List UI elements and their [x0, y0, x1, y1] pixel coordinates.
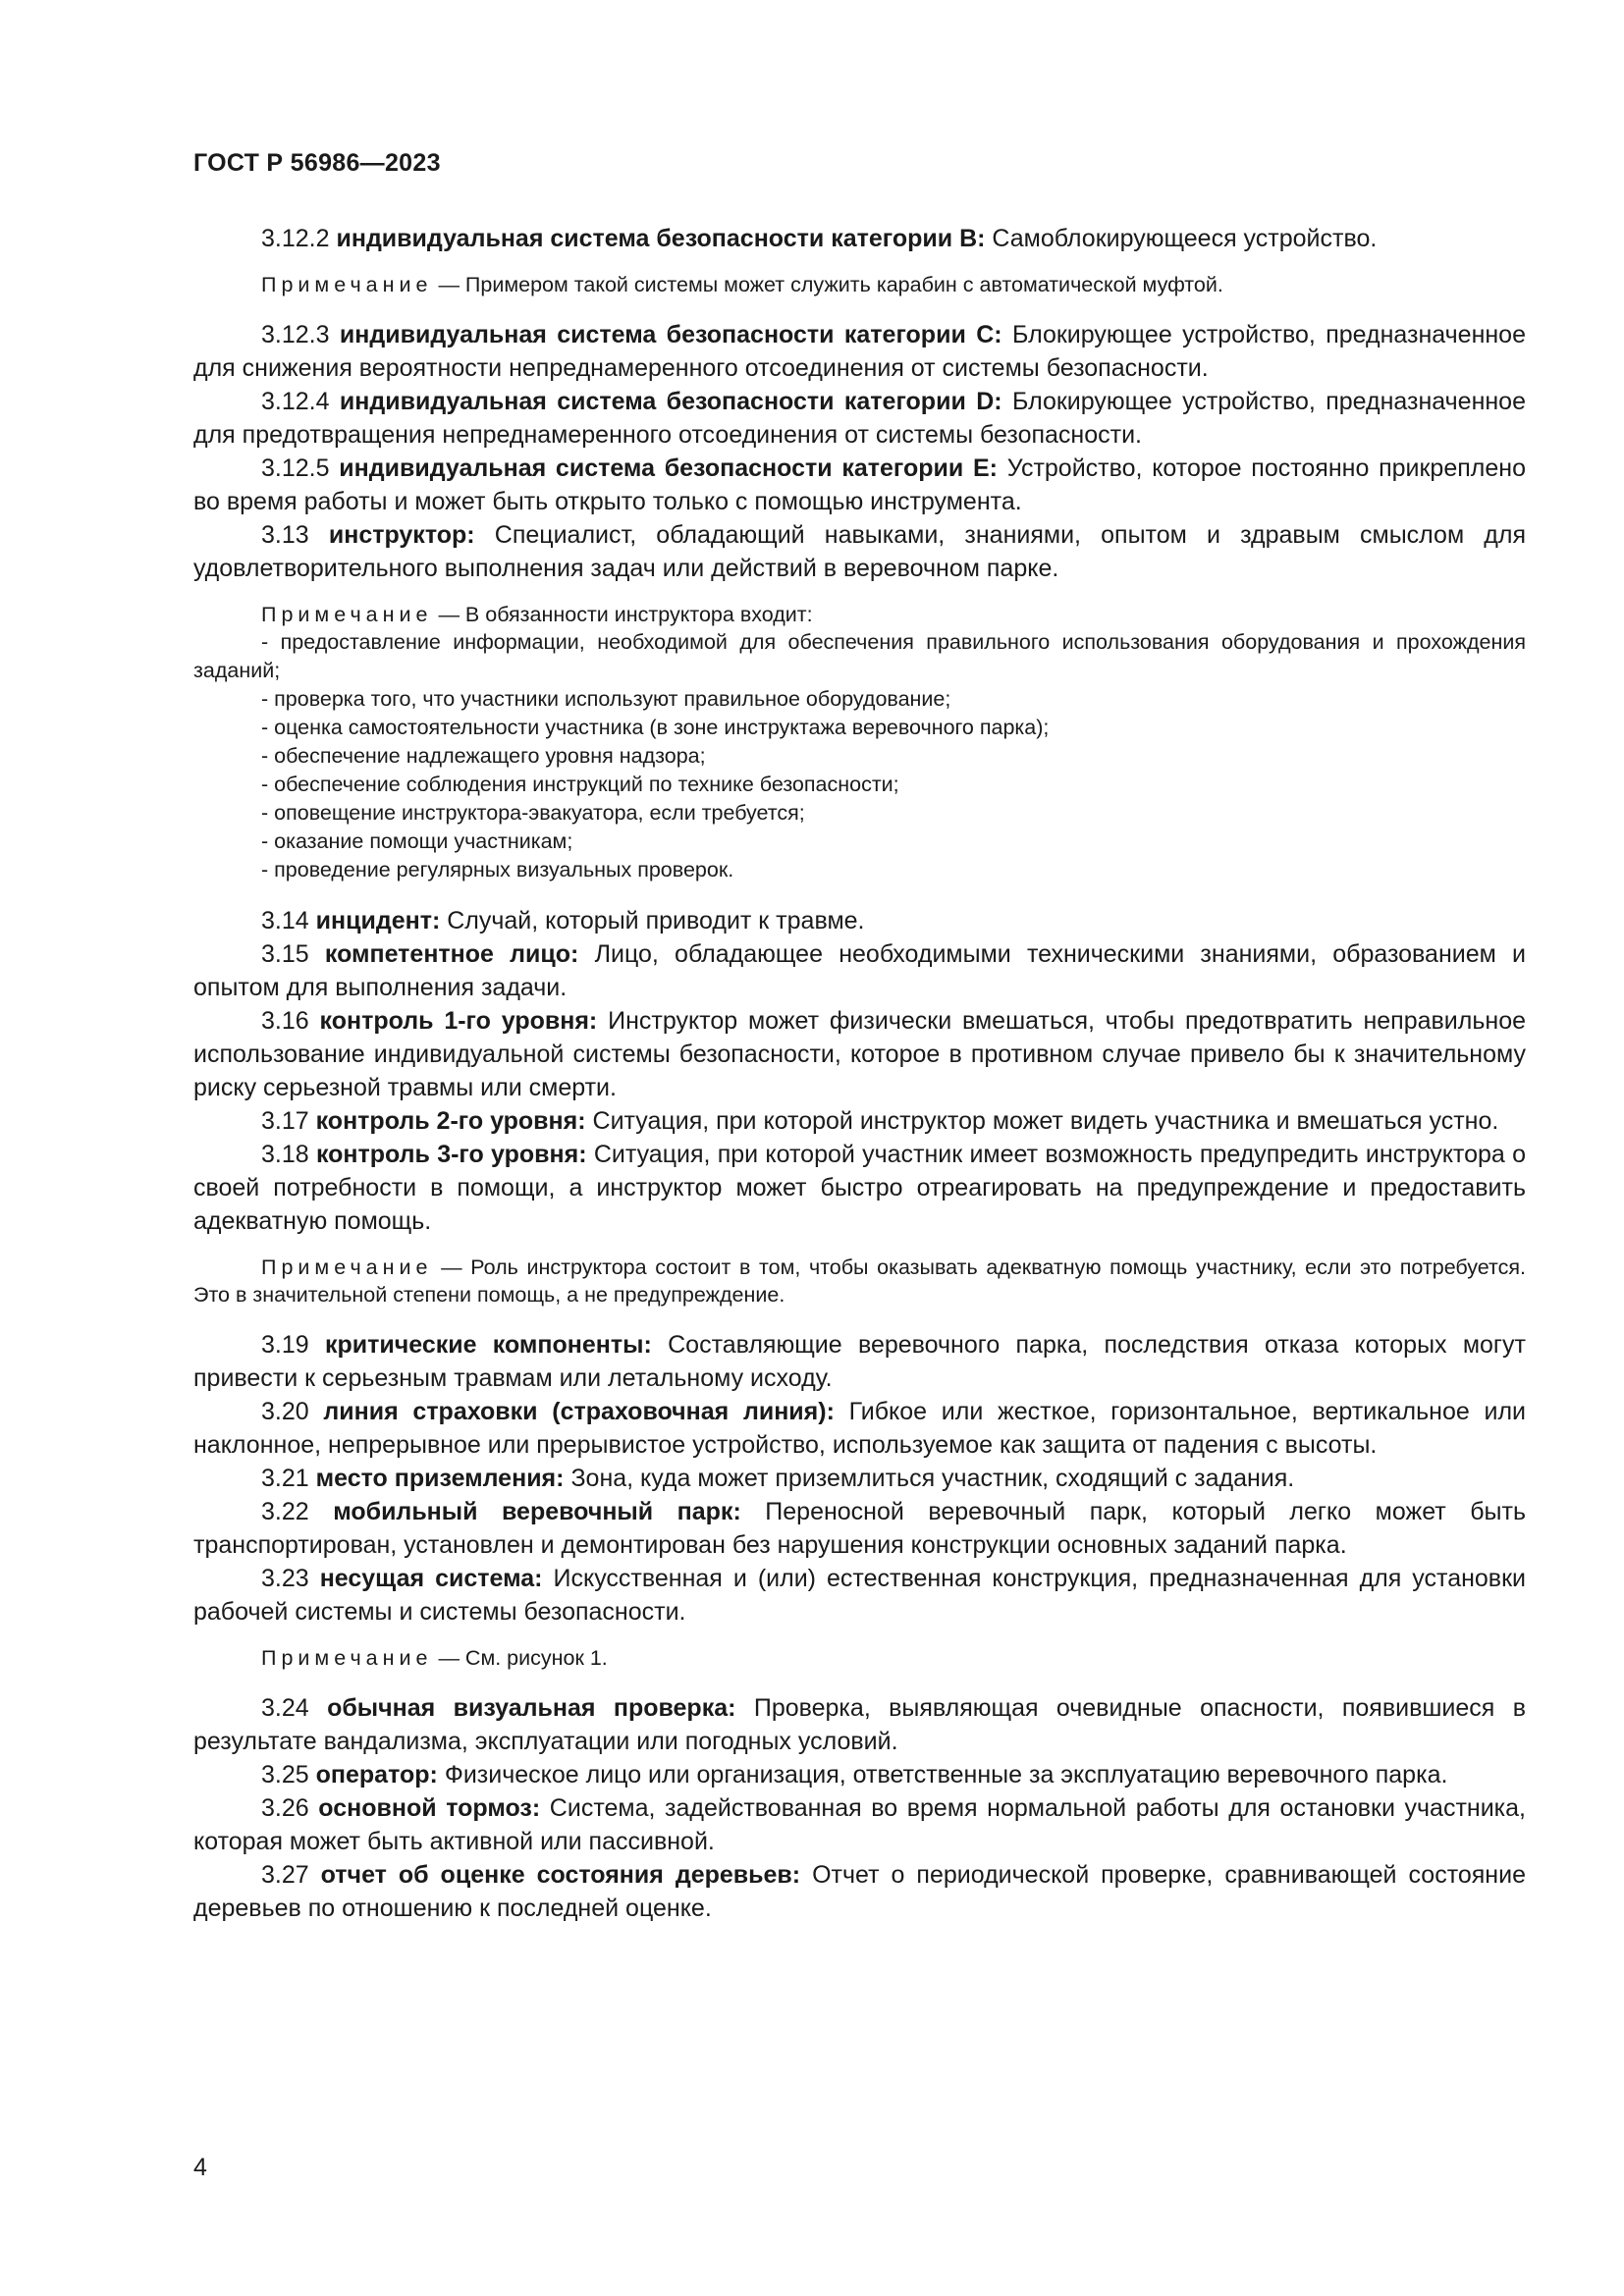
page-number: 4 — [193, 2154, 207, 2181]
term-number: 3.18 — [261, 1141, 309, 1168]
note-text: Примером такой системы может служить карабин с автоматической муфтой. — [464, 273, 1223, 296]
term-definition: Инструктор может физически вмешаться, чтобы предотвратить неправильное использование индивидуальной системы безопасности, которое в противном случае привело бы к значительному риску серьезной травмы или смерти. — [193, 1007, 1526, 1101]
term-3-24 — [193, 1691, 1526, 1758]
term-number: 3.13 — [261, 521, 309, 549]
term-title: индивидуальная система безопасности категории B: — [336, 225, 986, 252]
document-header: ГОСТ Р 56986—2023 — [193, 149, 441, 177]
term-3-21 — [193, 1462, 1526, 1495]
note-label: Примечание — [261, 273, 433, 296]
term-number: 3.14 — [261, 907, 309, 934]
term-3-16 — [193, 1004, 1526, 1104]
term-number: 3.15 — [261, 940, 309, 968]
note-instructor-duties — [193, 601, 1526, 884]
term-number: 3.27 — [261, 1861, 309, 1889]
term-definition: Переносной веревочный парк, который легко может быть транспортирован, установлен и демонтирован без нарушения конструкции основных заданий парка. — [193, 1498, 1526, 1559]
note-see-figure — [193, 1644, 1526, 1672]
term-title: компетентное лицо: — [324, 940, 579, 968]
term-3-12-3 — [193, 318, 1526, 385]
term-definition: Ситуация, при которой инструктор может видеть участника и вмешаться устно. — [592, 1107, 1499, 1135]
term-number: 3.12.4 — [261, 388, 330, 415]
term-3-17 — [193, 1104, 1526, 1138]
list-item: - проверка того, что участники используют правильное оборудование; — [261, 687, 951, 711]
term-3-15 — [193, 937, 1526, 1004]
note-label: Примечание — [261, 1646, 433, 1670]
list-item: - проведение регулярных визуальных проверок. — [261, 858, 734, 881]
term-title: оператор: — [315, 1761, 438, 1789]
term-3-12-4 — [193, 385, 1526, 452]
term-3-13 — [193, 518, 1526, 585]
term-definition: Самоблокирующееся устройство. — [992, 225, 1378, 252]
term-3-20 — [193, 1395, 1526, 1462]
note-label: Примечание — [261, 603, 433, 626]
note-text: В обязанности инструктора входит: — [464, 603, 813, 626]
term-definition: Блокирующее устройство, предназначенное для предотвращения непреднамеренного отсоединения от системы безопасности. — [193, 388, 1526, 449]
list-item: - обеспечение надлежащего уровня надзора; — [261, 744, 706, 768]
term-definition: Блокирующее устройство, предназначенное для снижения вероятности непреднамеренного отсоединения от системы безопасности. — [193, 321, 1526, 382]
term-3-22 — [193, 1495, 1526, 1562]
term-title: инструктор: — [328, 521, 475, 549]
term-number: 3.24 — [261, 1694, 309, 1722]
term-3-26 — [193, 1791, 1526, 1858]
term-number: 3.12.2 — [261, 225, 330, 252]
duties-list — [193, 628, 1526, 884]
term-number: 3.12.3 — [261, 321, 330, 348]
term-title: индивидуальная система безопасности категории E: — [339, 454, 998, 482]
note-label: Примечание — [261, 1255, 433, 1279]
note-dash: — — [441, 1255, 462, 1279]
document-body — [193, 222, 1526, 1925]
term-definition: Искусственная и (или) естественная конструкция, предназначенная для установки рабочей системы и системы безопасности. — [193, 1565, 1526, 1626]
term-title: контроль 3-го уровня: — [315, 1141, 587, 1168]
term-definition: Зона, куда может приземлиться участник, сходящий с задания. — [570, 1465, 1295, 1492]
term-title: индивидуальная система безопасности категории D: — [339, 388, 1002, 415]
term-number: 3.22 — [261, 1498, 309, 1525]
term-definition: Ситуация, при которой участник имеет возможность предупредить инструктора о своей потребности в помощи, а инструктор может быстро отреагировать на предупреждение и предоставить адекватную помощь. — [193, 1141, 1526, 1235]
term-definition: Система, задействованная во время нормальной работы для остановки участника, которая может быть активной или пассивной. — [193, 1794, 1527, 1855]
note-dash: — — [438, 1646, 460, 1670]
term-title: обычная визуальная проверка: — [327, 1694, 736, 1722]
term-number: 3.19 — [261, 1331, 309, 1359]
term-3-14 — [193, 904, 1526, 937]
term-title: контроль 1-го уровня: — [319, 1007, 598, 1035]
term-title: инцидент: — [315, 907, 441, 934]
term-number: 3.12.5 — [261, 454, 330, 482]
term-3-23 — [193, 1562, 1526, 1629]
term-3-27 — [193, 1858, 1526, 1925]
term-definition: Гибкое или жесткое, горизонтальное, вертикальное или наклонное, непрерывное или прерывистое устройство, используемое как защита от падения с высоты. — [193, 1398, 1527, 1459]
term-3-12-2 — [193, 222, 1526, 255]
term-number: 3.25 — [261, 1761, 309, 1789]
term-title: основной тормоз: — [318, 1794, 541, 1822]
term-definition: Составляющие веревочного парка, последствия отказа которых могут привести к серьезным травмам или летальному исходу. — [193, 1331, 1526, 1392]
term-3-19 — [193, 1328, 1526, 1395]
note-dash: — — [438, 603, 460, 626]
term-3-18 — [193, 1138, 1526, 1238]
note-text: См. рисунок 1. — [464, 1646, 608, 1670]
list-item: - оповещение инструктора-эвакуатора, если требуется; — [261, 801, 805, 825]
term-number: 3.23 — [261, 1565, 309, 1592]
term-definition: Случай, который приводит к травме. — [447, 907, 865, 934]
term-definition: Физическое лицо или организация, ответственные за эксплуатацию веревочного парка. — [444, 1761, 1448, 1789]
list-item: - обеспечение соблюдения инструкций по технике безопасности; — [261, 773, 899, 796]
term-title: место приземления: — [315, 1465, 565, 1492]
term-definition: Специалист, обладающий навыками, знаниями, опытом и здравым смыслом для удовлетворительного выполнения задач или действий в веревочном парке. — [193, 521, 1527, 582]
term-number: 3.20 — [261, 1398, 309, 1425]
list-item: - предоставление информации, необходимой для обеспечения правильного использования оборудования и прохождения заданий; — [193, 630, 1526, 682]
term-number: 3.21 — [261, 1465, 309, 1492]
term-title: критические компоненты: — [324, 1331, 652, 1359]
term-number: 3.17 — [261, 1107, 309, 1135]
term-title: отчет об оценке состояния деревьев: — [320, 1861, 801, 1889]
term-title: несущая система: — [319, 1565, 543, 1592]
term-3-12-5 — [193, 452, 1526, 518]
term-number: 3.26 — [261, 1794, 309, 1822]
term-definition: Лицо, обладающее необходимыми техническими знаниями, образованием и опытом для выполнения задачи. — [193, 940, 1526, 1001]
note-dash: — — [438, 273, 460, 296]
term-definition: Отчет о периодической проверке, сравнивающей состояние деревьев по отношению к последней оценке. — [193, 1861, 1526, 1922]
term-title: контроль 2-го уровня: — [315, 1107, 586, 1135]
term-title: мобильный веревочный парк: — [333, 1498, 741, 1525]
term-title: линия страховки (страховочная линия): — [323, 1398, 835, 1425]
list-item: - оказание помощи участникам; — [261, 829, 573, 853]
note-instructor-role — [193, 1254, 1526, 1308]
term-number: 3.16 — [261, 1007, 309, 1035]
term-3-25 — [193, 1758, 1526, 1791]
term-title: индивидуальная система безопасности категории C: — [339, 321, 1002, 348]
term-definition: Устройство, которое постоянно прикреплено во время работы и может быть открыто только с помощью инструмента. — [193, 454, 1526, 515]
term-definition: Проверка, выявляющая очевидные опасности, появившиеся в результате вандализма, эксплуатации или погодных условий. — [193, 1694, 1526, 1755]
note-category-b — [193, 271, 1526, 298]
note-text: Роль инструктора состоит в том, чтобы оказывать адекватную помощь участнику, если это потребуется. Это в значительной степени помощь, а не предупреждение. — [193, 1255, 1526, 1307]
list-item: - оценка самостоятельности участника (в зоне инструктажа веревочного парка); — [261, 716, 1050, 739]
